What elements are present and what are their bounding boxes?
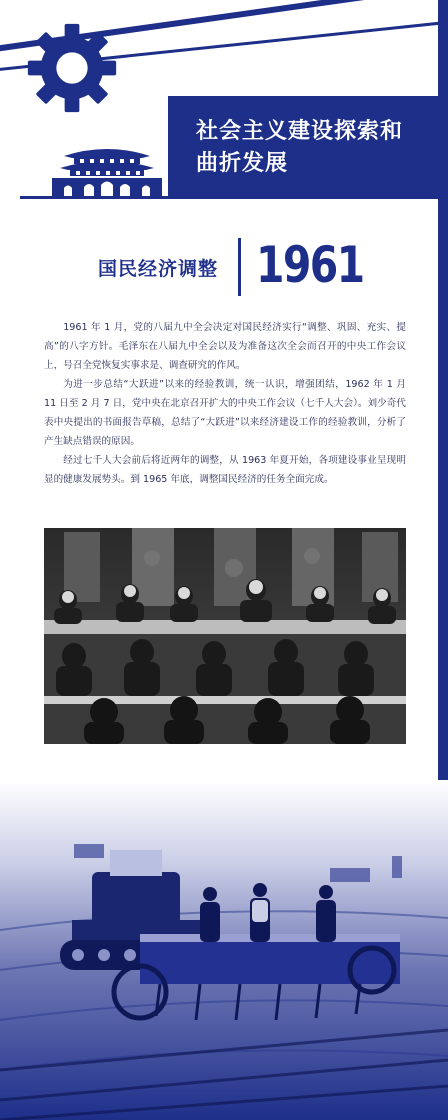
section-year: 1961 — [256, 236, 364, 294]
body-text — [44, 318, 406, 489]
tiananmen-gate-icon — [46, 140, 168, 198]
section-label: 国民经济调整 — [98, 258, 219, 280]
tractor-field-photo — [0, 780, 448, 1120]
gear-icon — [26, 22, 118, 114]
title-line-1: 社会主义建设探索和 — [196, 119, 404, 144]
paragraph-3: 经过七千人大会前后将近两年的调整，从 1963 年夏开始，各项建设事业呈现明显的健康发展势头。到 1965 年底，调整国民经济的任务全面完成。 — [44, 455, 406, 485]
section-divider — [238, 238, 241, 296]
title-banner — [168, 96, 438, 198]
section-heading — [0, 234, 448, 298]
title-line-2: 曲折发展 — [196, 151, 289, 176]
paragraph-2: 为进一步总结“大跃进”以来的经验教训，统一认识，增强团结，1962 年 1 月 11 日至 2 月 7 日，党中央在北京召开扩大的中央工作会议（七千人大会）。刘少奇代表中央提出的书面报告草稿，总结了“大跃进”以来经济建设工作的经验教训，分析了产生缺点错误的原因。 — [44, 379, 406, 447]
header-underline — [20, 196, 440, 199]
meeting-photo — [44, 528, 406, 744]
paragraph-1: 1961 年 1 月，党的八届九中全会决定对国民经济实行“调整、巩固、充实、提高”的八字方针。毛泽东在八届九中全会以及为准备这次全会而召开的中央工作会议上，号召全党恢复实事求是、调查研究的作风。 — [44, 322, 406, 371]
page-title — [196, 116, 436, 180]
